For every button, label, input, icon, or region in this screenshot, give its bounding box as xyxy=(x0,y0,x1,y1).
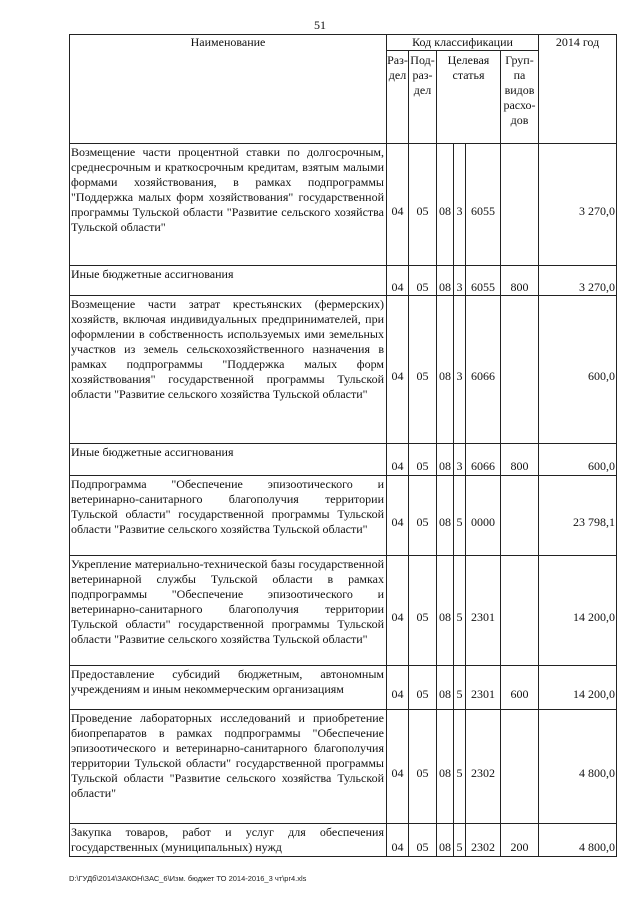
row-target-part3: 2301 xyxy=(466,556,501,666)
header-gruppa-text: Груп- па видов расхо- дов xyxy=(503,53,536,127)
row-amount: 600,0 xyxy=(539,296,617,444)
row-target-part2: 5 xyxy=(454,710,466,824)
budget-table xyxy=(69,34,617,857)
row-podrazdel: 05 xyxy=(409,144,437,266)
row-target-part1: 08 xyxy=(437,296,454,444)
table-row xyxy=(70,266,617,296)
row-expense-type: 600 xyxy=(501,666,539,710)
row-razdel: 04 xyxy=(387,144,409,266)
row-name: Укрепление материально-технической базы государственной ветеринарной службы Тульской области в рамках подпрограммы "Обеспечение эпизоотического и ветеринарно-санитарного благополучия территории Тульской области" государственной программы Тульской области "Развитие сельского хозяйства Тульской области" xyxy=(70,556,387,666)
table-row xyxy=(70,710,617,824)
row-name: Проведение лабораторных исследований и приобретение биопрепаратов в рамках подпрограммы "Обеспечение эпизоотического и ветеринарно-санитарного благополучия территории Тульской области" государственной программы Тульской области "Развитие сельского хозяйства Тульской области" xyxy=(70,710,387,824)
row-amount: 600,0 xyxy=(539,444,617,476)
row-target-part1: 08 xyxy=(437,824,454,857)
table-row xyxy=(70,666,617,710)
row-razdel: 04 xyxy=(387,666,409,710)
row-target-part3: 6055 xyxy=(466,144,501,266)
row-target-part2: 5 xyxy=(454,556,466,666)
header-year: 2014 год xyxy=(539,35,617,144)
row-target-part1: 08 xyxy=(437,266,454,296)
row-expense-type xyxy=(501,710,539,824)
row-razdel: 04 xyxy=(387,444,409,476)
row-target-part1: 08 xyxy=(437,476,454,556)
header-classification: Код классификации xyxy=(387,35,539,51)
table-row xyxy=(70,144,617,266)
row-target-part2: 5 xyxy=(454,824,466,857)
row-target-part3: 2302 xyxy=(466,824,501,857)
row-amount: 3 270,0 xyxy=(539,266,617,296)
footer-file-path: D:\ГУДб\2014\ЗАКОН\ЗАС_6\Изм. бюджет ТО 2014-2016_3 чт\pr4.xls xyxy=(69,874,307,883)
row-target-part1: 08 xyxy=(437,144,454,266)
row-target-part1: 08 xyxy=(437,556,454,666)
row-podrazdel: 05 xyxy=(409,476,437,556)
row-razdel: 04 xyxy=(387,710,409,824)
header-razdel-text: Раз- дел xyxy=(387,53,408,82)
row-target-part2: 3 xyxy=(454,296,466,444)
row-expense-type: 800 xyxy=(501,266,539,296)
row-target-part1: 08 xyxy=(437,444,454,476)
row-podrazdel: 05 xyxy=(409,824,437,857)
header-podrazdel xyxy=(409,51,437,144)
row-podrazdel: 05 xyxy=(409,710,437,824)
row-name: Закупка товаров, работ и услуг для обеспечения государственных (муниципальных) нужд xyxy=(70,824,387,857)
row-razdel: 04 xyxy=(387,824,409,857)
header-celevaya xyxy=(437,51,501,144)
header-podrazdel-text: Под- раз- дел xyxy=(410,53,435,97)
table-row xyxy=(70,444,617,476)
row-razdel: 04 xyxy=(387,556,409,666)
row-expense-type xyxy=(501,556,539,666)
row-expense-type: 800 xyxy=(501,444,539,476)
row-target-part3: 2302 xyxy=(466,710,501,824)
row-razdel: 04 xyxy=(387,476,409,556)
row-amount: 4 800,0 xyxy=(539,824,617,857)
header-name: Наименование xyxy=(70,35,387,144)
row-amount: 3 270,0 xyxy=(539,144,617,266)
row-name: Подпрограмма "Обеспечение эпизоотического и ветеринарно-санитарного благополучия территории Тульской области" государственной программы Тульской области "Развитие сельского хозяйства Тульской области" xyxy=(70,476,387,556)
row-target-part3: 6055 xyxy=(466,266,501,296)
row-podrazdel: 05 xyxy=(409,444,437,476)
header-celevaya-text: Целевая статья xyxy=(447,53,490,82)
table-row xyxy=(70,296,617,444)
row-target-part1: 08 xyxy=(437,666,454,710)
row-target-part2: 3 xyxy=(454,144,466,266)
row-expense-type xyxy=(501,476,539,556)
row-podrazdel: 05 xyxy=(409,266,437,296)
row-razdel: 04 xyxy=(387,296,409,444)
table-row xyxy=(70,556,617,666)
row-target-part2: 3 xyxy=(454,266,466,296)
page-number: 51 xyxy=(314,18,326,32)
row-podrazdel: 05 xyxy=(409,666,437,710)
row-name: Возмещение части затрат крестьянских (фермерских) хозяйств, включая индивидуальных предпринимателей, при оформлении в собственность используемых ими земельных участков из земель сельскохозяйственного назначения в рамках подпрограммы "Поддержка малых форм хозяйствования" государственной программы Тульской области "Развитие сельского хозяйства Тульской области" xyxy=(70,296,387,444)
row-name: Иные бюджетные ассигнования xyxy=(70,444,387,476)
row-expense-type xyxy=(501,296,539,444)
row-podrazdel: 05 xyxy=(409,296,437,444)
row-target-part2: 5 xyxy=(454,666,466,710)
row-amount: 23 798,1 xyxy=(539,476,617,556)
row-target-part1: 08 xyxy=(437,710,454,824)
row-target-part3: 2301 xyxy=(466,666,501,710)
row-name: Возмещение части процентной ставки по долгосрочным, среднесрочным и краткосрочным кредитам, взятым малыми формами хозяйствования, в рамках подпрограммы "Поддержка малых форм хозяйствования" государственной программы Тульской области "Развитие сельского хозяйства Тульской области" xyxy=(70,144,387,266)
row-expense-type: 200 xyxy=(501,824,539,857)
header-gruppa xyxy=(501,51,539,144)
table-row xyxy=(70,476,617,556)
row-amount: 14 200,0 xyxy=(539,666,617,710)
row-target-part3: 6066 xyxy=(466,296,501,444)
table-row xyxy=(70,824,617,857)
row-expense-type xyxy=(501,144,539,266)
row-target-part2: 3 xyxy=(454,444,466,476)
row-target-part3: 6066 xyxy=(466,444,501,476)
row-razdel: 04 xyxy=(387,266,409,296)
header-razdel xyxy=(387,51,409,144)
row-podrazdel: 05 xyxy=(409,556,437,666)
row-target-part3: 0000 xyxy=(466,476,501,556)
row-target-part2: 5 xyxy=(454,476,466,556)
row-amount: 4 800,0 xyxy=(539,710,617,824)
row-name: Иные бюджетные ассигнования xyxy=(70,266,387,296)
row-amount: 14 200,0 xyxy=(539,556,617,666)
row-name: Предоставление субсидий бюджетным, автономным учреждениям и иным некоммерческим организациям xyxy=(70,666,387,710)
